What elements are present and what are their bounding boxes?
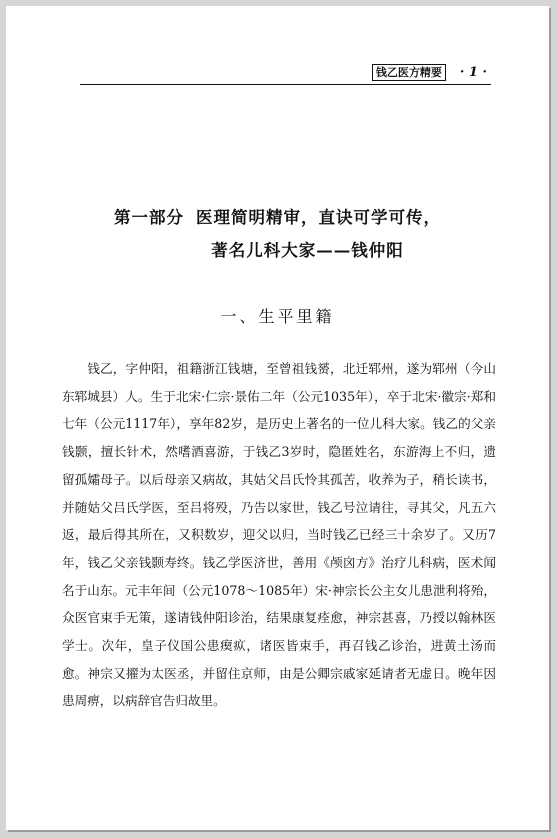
part-subtitle: 著名儿科大家——钱仲阳 xyxy=(211,241,404,260)
header-rule xyxy=(80,84,491,85)
section-heading: 一、生平里籍 xyxy=(220,307,335,326)
part-number: 第一部分 xyxy=(114,208,184,227)
part-title xyxy=(6,204,549,228)
page-number: · 1 · xyxy=(459,65,487,80)
running-header-book-title: 钱乙医方精要 xyxy=(372,64,446,81)
running-header xyxy=(372,64,487,81)
part-title-text: 医理简明精审，直诀可学可传， xyxy=(196,208,441,227)
book-page xyxy=(6,6,549,830)
body-paragraph: 钱乙，字仲阳，祖籍浙江钱塘，至曾祖钱赟，北迁郓州，遂为郓州（今山东郓城县）人。生于北宋·仁宗·景佑二年（公元1035年），卒于北宋·徽宗·郑和七年（公元1117年），享年82岁，是历史上著名的一位儿科大家。钱乙的父亲钱颢，擅长针术，然嗜酒喜游，于钱乙3岁时，隐匿姓名，东游海上不归，遗留孤孀母子。以后母亲又病故，其姑父吕氏怜其孤苦，收养为子，稍长读书，并随姑父吕氏学医，至吕将殁，乃告以家世，钱乙号泣请往，寻其父，凡五六返，最后得其所在，又积数岁，迎父以归，当时钱乙已经三十余岁了。又历7年，钱乙父亲钱颢寿终。钱乙学医济世，善用《颅囟方》治疗儿科病，医术闻名于山东。元丰年间（公元1078～1085年）宋·神宗长公主女儿患泄利将殆，众医官束手无策，遂请钱仲阳诊治，结果康复痊愈，神宗甚喜，乃授以翰林医学士。次年，皇子仪国公患瘈疭，诸医皆束手，再召钱乙诊治，进黄土汤而愈。神宗又擢为太医丞，并留住京师，由是公卿宗戚家延请者无虚日。晚年因患周痹，以病辞官告归故里。 xyxy=(62,361,496,709)
